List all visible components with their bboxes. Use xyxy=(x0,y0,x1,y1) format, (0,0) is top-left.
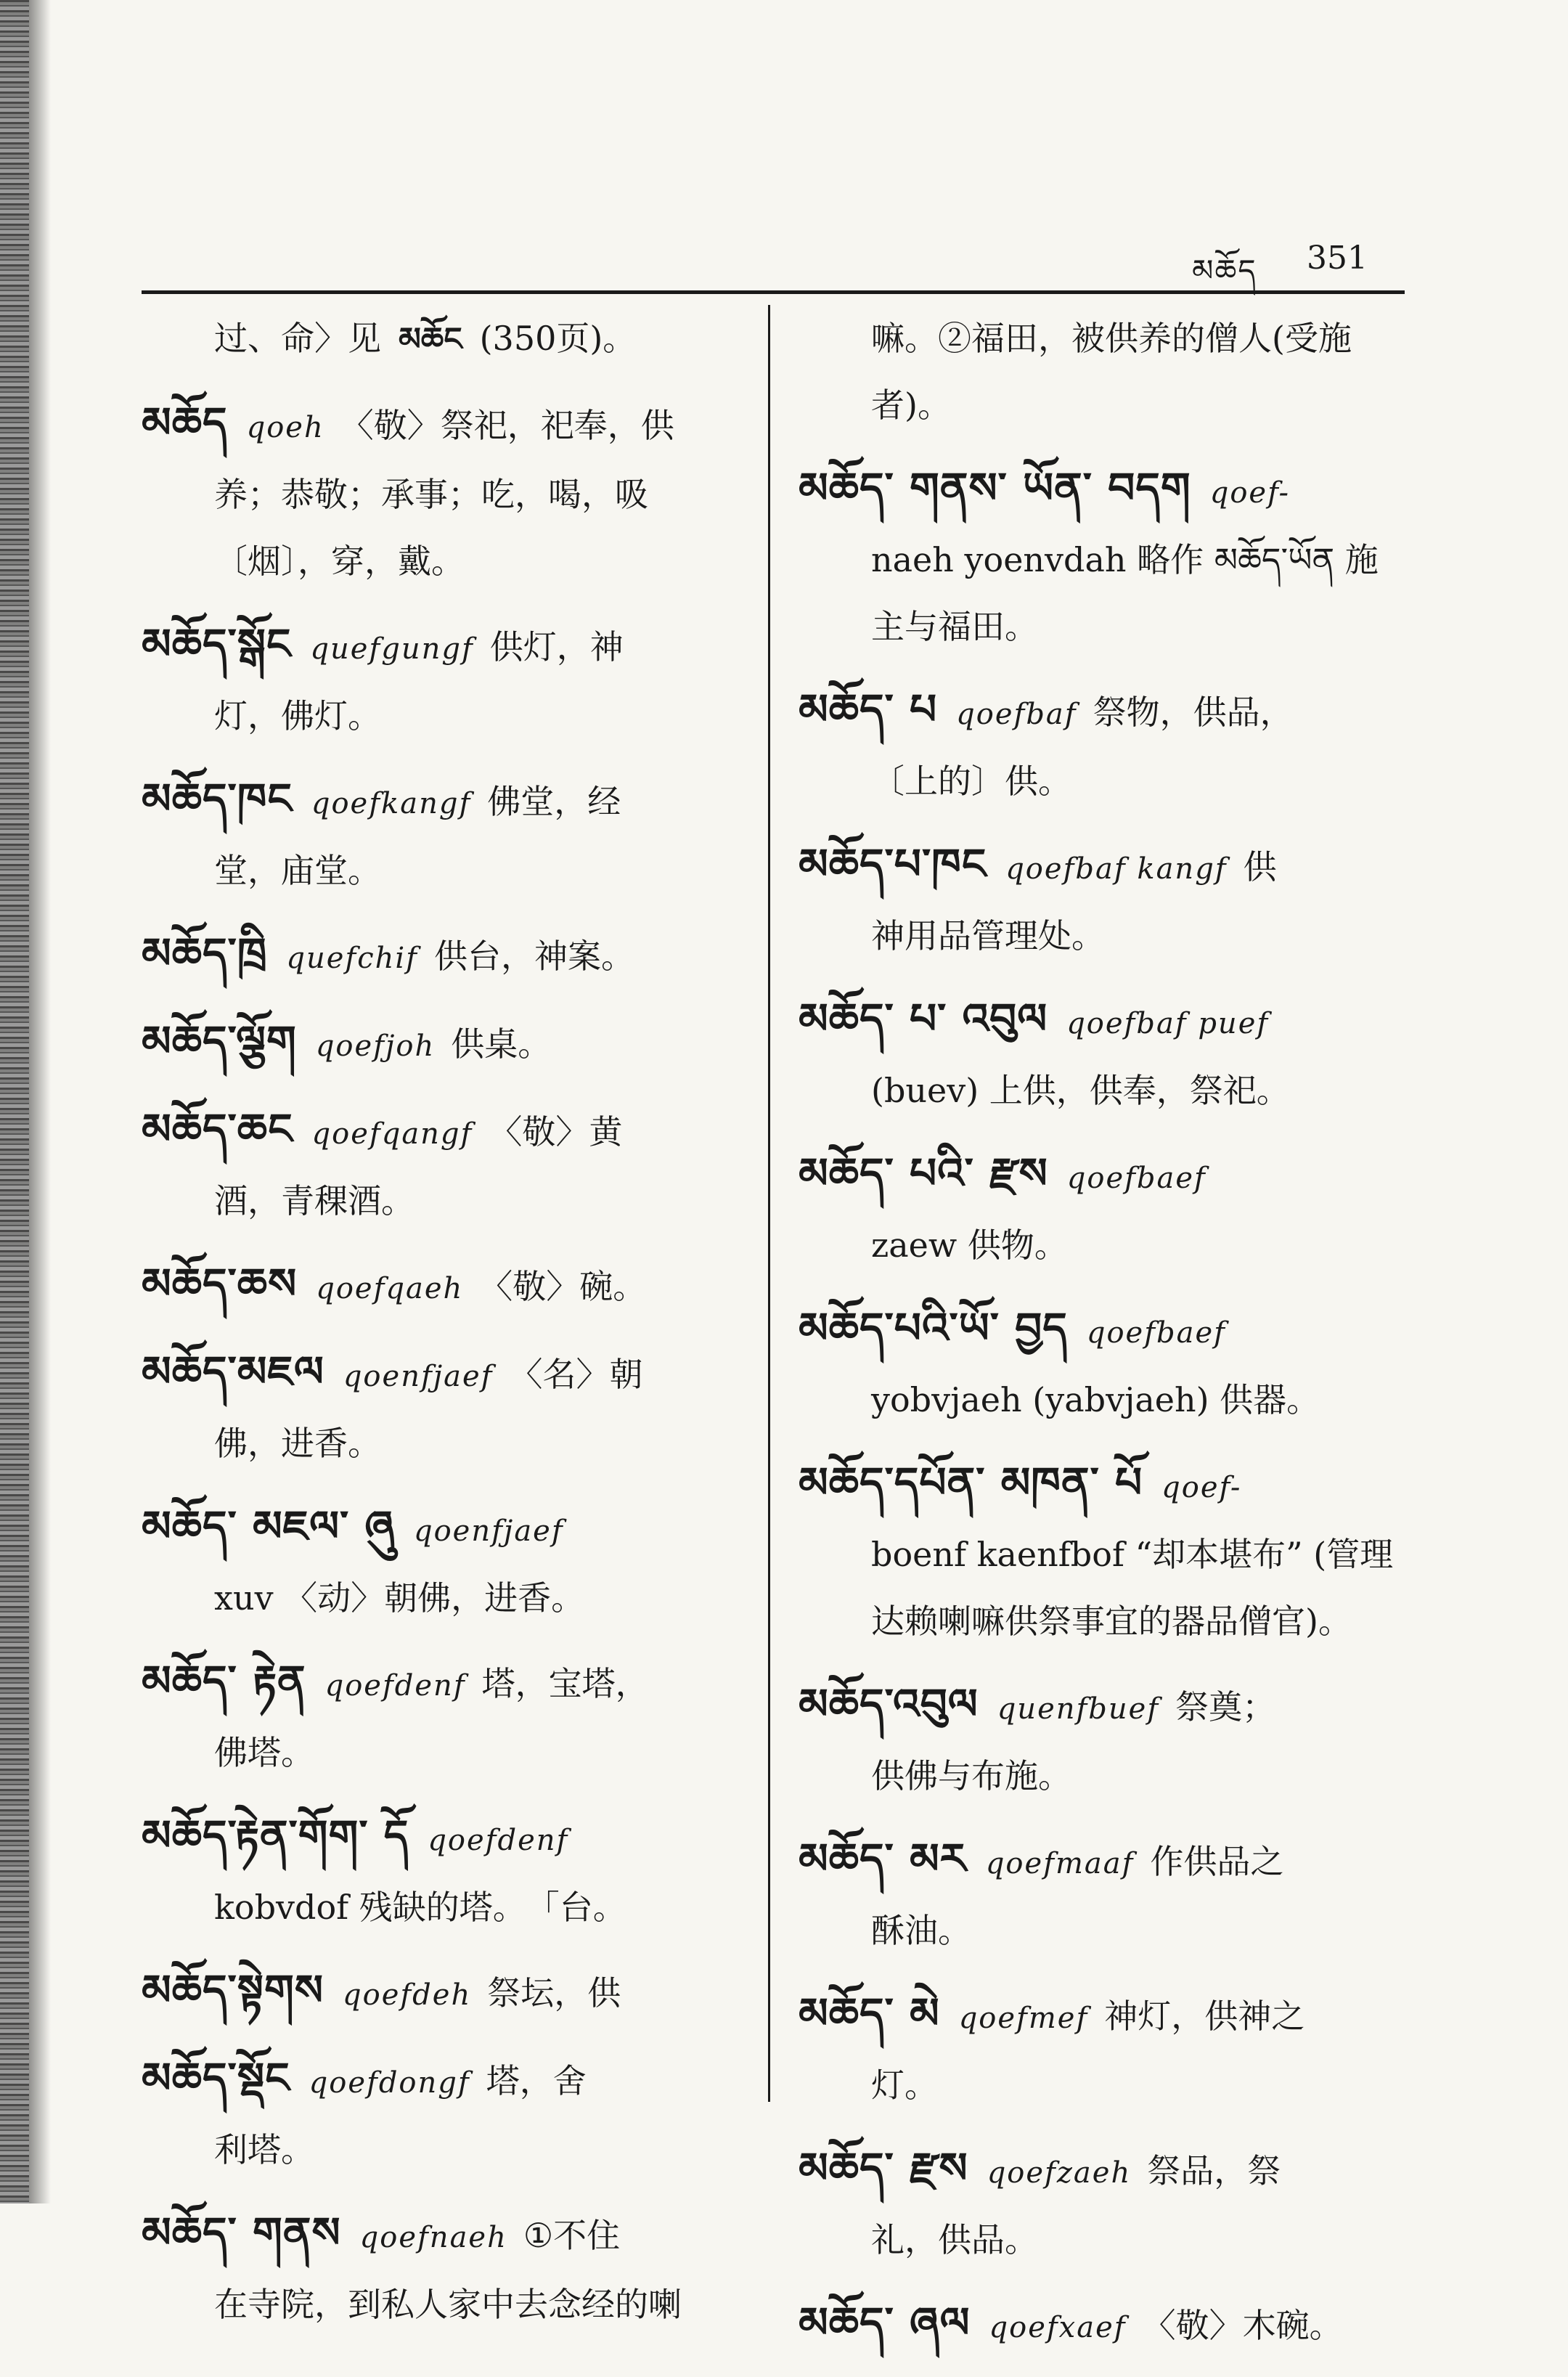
headword-tibetan: མཆོད་སྡོང xyxy=(142,2053,290,2103)
headword-tibetan: མཆོད་ པ xyxy=(799,685,938,734)
definition-continuation: 灯。 xyxy=(871,2066,938,2105)
definition: 神灯，供神之 xyxy=(1104,1997,1305,2036)
headword-tibetan: མཆོད་ ཞལ xyxy=(799,2298,971,2347)
definition: 〈敬〉祭祀，祀奉，供 xyxy=(340,406,674,445)
headword-tibetan: མཆོད་ཁྲི xyxy=(142,929,268,978)
romanization: qoefbaf kangf xyxy=(1005,852,1228,886)
definition: 祭品，祭 xyxy=(1147,2151,1281,2190)
right-column xyxy=(799,305,1408,2377)
lead-page-ref: (350页)。 xyxy=(479,319,637,358)
romanization: qoefxaef xyxy=(989,2311,1127,2344)
definition: 〈敬〉黄 xyxy=(489,1112,623,1151)
dictionary-entry xyxy=(799,1671,1408,1809)
definition-continuation: 〔上的〕供。 xyxy=(871,762,1071,801)
dictionary-entry xyxy=(142,1647,748,1786)
romanization: qoefqangf xyxy=(311,1117,473,1151)
dictionary-entry xyxy=(142,2199,748,2338)
page-number: 351 xyxy=(1307,240,1368,277)
headword-tibetan: མཆོད་ རྫས xyxy=(799,2143,968,2193)
lead-continuation: 嘛。②福田，被供养的僧人(受施者)。 xyxy=(871,319,1352,425)
headword-tibetan: མཆོད་སྒོང xyxy=(142,619,292,669)
definition: 祭物，供品， xyxy=(1093,693,1294,732)
definition-continuation: 酥油。 xyxy=(871,1911,971,1950)
entry-list xyxy=(142,389,748,2338)
definition-continuation: boenf kaenfbof “却本堪布” (管理达赖喇嘛供祭事宜的器品僧官)。 xyxy=(871,1535,1394,1641)
romanization: qoefdenf xyxy=(428,1824,569,1857)
entry-list xyxy=(799,454,1408,2361)
headword-tibetan: མཆོད་འབུལ xyxy=(799,1679,979,1729)
dictionary-entry xyxy=(799,2289,1408,2361)
dictionary-entry xyxy=(142,1250,748,1322)
romanization: qoenfjaef xyxy=(343,1360,494,1393)
definition-continuation: 佛，进香。 xyxy=(214,1424,381,1463)
definition-continuation: 酒，青稞酒。 xyxy=(214,1181,415,1220)
definition-continuation: 供佛与布施。 xyxy=(871,1756,1071,1795)
definition: 塔，舍 xyxy=(486,2061,587,2100)
headword-tibetan: མཆོད་ཁང xyxy=(142,774,293,823)
definition: 〈敬〉木碗。 xyxy=(1142,2306,1343,2345)
definition-continuation: xuv 〈动〉朝佛，进香。 xyxy=(214,1578,585,1618)
headword-tibetan: མཆོད་ཆས xyxy=(142,1259,298,1308)
definition: 〈名〉朝 xyxy=(509,1355,643,1394)
dictionary-entry xyxy=(142,1338,748,1477)
headword-tibetan: མཆོད་ཆང xyxy=(142,1104,293,1154)
romanization: qoef- xyxy=(1161,1471,1242,1504)
romanization: qoefqaeh xyxy=(316,1272,464,1305)
scan-gutter-shadow xyxy=(29,0,51,2203)
headword-tibetan: མཆོད xyxy=(142,398,228,447)
dictionary-entry xyxy=(799,1140,1408,1279)
dictionary-entry xyxy=(142,920,748,992)
definition-continuation: 佛塔。 xyxy=(214,1733,314,1772)
romanization: qoefbaef xyxy=(1066,1162,1206,1195)
dictionary-entry xyxy=(142,389,748,595)
headword-tibetan: མཆོད་ གནས xyxy=(142,2208,341,2257)
dictionary-entry xyxy=(799,985,1408,1124)
definition-continuation: kobvdof 残缺的塔。 「台。 xyxy=(214,1888,626,1927)
dictionary-entry xyxy=(142,1096,748,1234)
headword-tibetan: མཆོད་ མེ xyxy=(799,1989,940,2038)
definition: 作供品之 xyxy=(1150,1842,1284,1881)
headword-tibetan: མཆོད་ གནས་ ཡོན་ བདག xyxy=(799,463,1191,513)
definition: 供灯，神 xyxy=(489,627,624,666)
left-column xyxy=(142,305,748,2354)
definition-continuation: yobvjaeh (yabvjaeh) 供器。 xyxy=(871,1380,1320,1419)
headword-tibetan: མཆོད་པ་ཁང xyxy=(799,839,987,889)
romanization: qoefdenf xyxy=(324,1669,466,1703)
romanization: qoefzaeh xyxy=(987,2156,1132,2190)
headword-tibetan: མཆོད་དཔོན་ མཁན་ པོ xyxy=(799,1458,1143,1507)
dictionary-entry xyxy=(142,1802,748,1941)
headword-tibetan: མཆོད་ པ་ འབུལ xyxy=(799,994,1048,1043)
headword-tibetan: མཆོད་སྟེགས xyxy=(142,1965,324,2015)
romanization: qoefkangf xyxy=(311,787,472,820)
romanization: qoenfjaef xyxy=(413,1514,564,1548)
romanization: qoefbaf puef xyxy=(1066,1007,1270,1040)
definition-continuation: 神用品管理处。 xyxy=(871,916,1105,955)
romanization: quefgungf xyxy=(310,632,474,666)
definition: 供 xyxy=(1243,847,1277,886)
romanization: qoefmaaf xyxy=(985,1847,1135,1880)
definition: 塔，宝塔， xyxy=(481,1664,649,1703)
definition-continuation: naeh yoenvdah 略作 མཆོད་ཡོན 施主与福田。 xyxy=(871,540,1379,646)
dictionary-entry xyxy=(142,765,748,904)
headword-tibetan: མཆོད་ མར xyxy=(799,1834,967,1883)
dictionary-entry xyxy=(142,611,748,749)
headword-tibetan: མཆོད་པའི་ཡོ་ བྱད xyxy=(799,1303,1068,1353)
definition: 〈敬〉碗。 xyxy=(479,1267,647,1306)
dictionary-entry xyxy=(142,2044,748,2183)
dictionary-entry xyxy=(799,454,1408,660)
romanization: quenfbuef xyxy=(997,1692,1160,1726)
romanization: qoefdongf xyxy=(309,2066,470,2100)
headword-tibetan: མཆོད་ རྟེན xyxy=(142,1656,306,1705)
dictionary-entry xyxy=(799,831,1408,969)
lead-text: 过、命〉见 xyxy=(214,319,381,358)
romanization: qoef- xyxy=(1209,476,1290,510)
romanization: qoefnaeh xyxy=(359,2221,507,2254)
header-rule xyxy=(142,290,1405,294)
lead-tibetan: མཆོང xyxy=(399,321,462,358)
romanization: qoefjoh xyxy=(315,1030,436,1063)
dictionary-entry xyxy=(799,1980,1408,2119)
romanization: qoeh xyxy=(246,411,324,444)
definition: ①不住 xyxy=(523,2216,621,2255)
definition: 佛堂，经 xyxy=(487,782,621,821)
dictionary-entry xyxy=(142,1493,748,1631)
headword-tibetan: མཆོད་རྟེན་གོག་ དོ xyxy=(142,1811,409,1860)
definition: 供桌。 xyxy=(451,1024,552,1064)
definition-continuation: 养；恭敬；承事；吃，喝，吸〔烟〕，穿，戴。 xyxy=(214,475,648,581)
definition-continuation: 礼，供品。 xyxy=(871,2220,1038,2259)
dictionary-entry xyxy=(799,1825,1408,1964)
dictionary-entry xyxy=(799,2135,1408,2273)
dictionary-entry xyxy=(799,1294,1408,1433)
definition-continuation: 灯，佛灯。 xyxy=(214,696,381,735)
definition-continuation: zaew 供物。 xyxy=(871,1226,1068,1265)
definition-continuation: 在寺院，到私人家中去念经的喇 xyxy=(214,2285,682,2324)
romanization: qoefbaf xyxy=(956,698,1077,731)
lead-continuation xyxy=(142,305,748,373)
dictionary-entry xyxy=(799,676,1408,815)
headword-tibetan: མཆོད་ལྕོག xyxy=(142,1016,297,1066)
headword-tibetan: མཆོད་ མཇལ་ ཞུ xyxy=(142,1501,395,1551)
romanization: qoefmef xyxy=(958,2002,1089,2035)
romanization: qoefdeh xyxy=(343,1978,472,2012)
running-head: མཆོད xyxy=(1192,253,1257,288)
headword-tibetan: མཆོད་ པའི་ རྫས xyxy=(799,1149,1048,1198)
romanization: qoefbaef xyxy=(1086,1316,1226,1350)
column-divider xyxy=(768,305,770,2102)
dictionary-entry xyxy=(799,1449,1408,1655)
scan-gutter xyxy=(0,0,29,2203)
romanization: quefchif xyxy=(286,942,418,975)
definition: 祭坛，供 xyxy=(487,1973,621,2013)
definition-continuation: 堂，庙堂。 xyxy=(214,851,381,890)
definition-continuation: (buev) 上供，供奉，祭祀。 xyxy=(871,1071,1290,1110)
dictionary-entry xyxy=(142,1008,748,1080)
definition: 供台，神案。 xyxy=(433,937,634,976)
headword-tibetan: མཆོད་མཇལ xyxy=(142,1347,324,1396)
dictionary-entry xyxy=(142,1957,748,2029)
definition-continuation: 利塔。 xyxy=(214,2130,314,2169)
definition: 祭奠； xyxy=(1175,1687,1276,1726)
